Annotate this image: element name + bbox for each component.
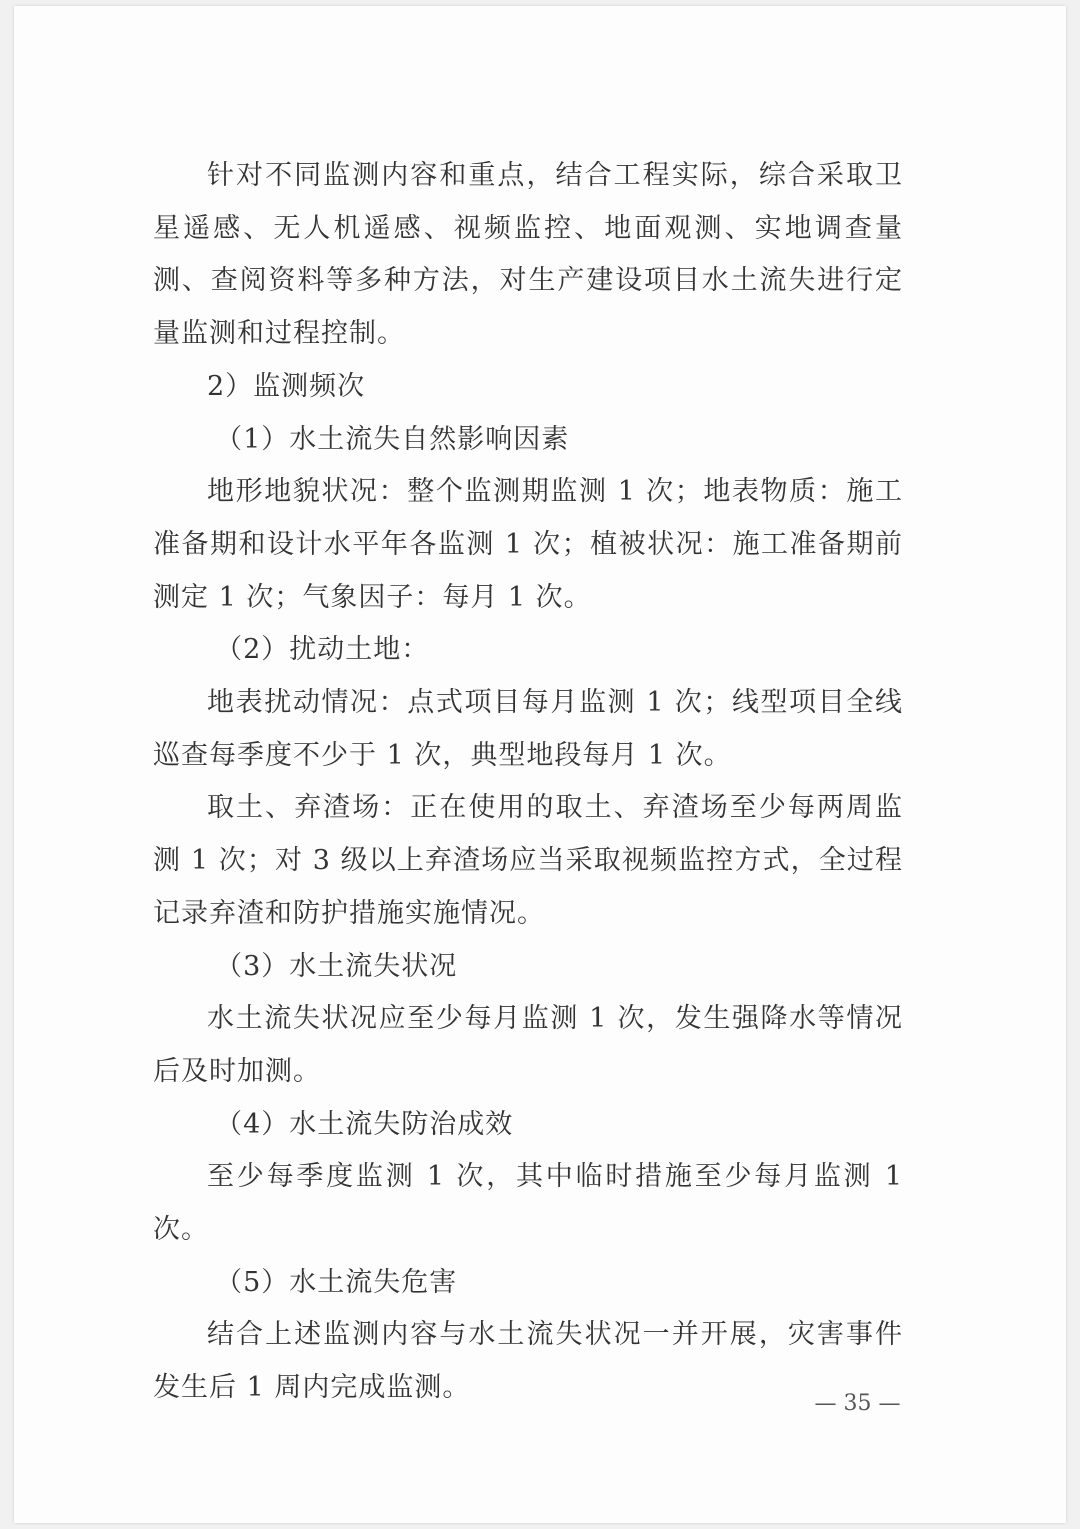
subheading-control-effect: （4）水土流失防治成效 — [215, 1108, 514, 1140]
paragraph-control-effect: 至少每季度监测 1 次，其中临时措施至少每月监测 1 次。 — [153, 1161, 903, 1246]
section-heading-frequency: 2）监测频次 — [207, 370, 366, 402]
paragraph-monitoring-methods: 针对不同监测内容和重点，结合工程实际，综合采取卫星遥感、无人机遥感、视频监控、地面观测、实地调查量测、查阅资料等多种方法，对生产建设项目水土流失进行定量监测和过程控制。 — [153, 160, 903, 350]
subheading-erosion-hazard: （5）水土流失危害 — [215, 1266, 458, 1298]
paragraph-natural-factors: 地形地貌状况：整个监测期监测 1 次；地表物质：施工准备期和设计水平年各监测 1 次；植被状况：施工准备期前测定 1 次；气象因子：每月 1 次。 — [153, 476, 903, 613]
page-number: — 35 — — [814, 1391, 901, 1416]
subheading-disturbed-land: （2）扰动土地： — [215, 634, 430, 666]
paragraph-erosion-status: 水土流失状况应至少每月监测 1 次，发生强降水等情况后及时加测。 — [153, 1003, 903, 1087]
paragraph-erosion-hazard: 结合上述监测内容与水土流失状况一并开展，灾害事件发生后 1 周内完成监测。 — [153, 1319, 903, 1404]
subheading-erosion-status: （3）水土流失状况 — [215, 950, 458, 982]
subheading-natural-factors: （1）水土流失自然影响因素 — [215, 423, 570, 455]
paragraph-surface-disturbance: 地表扰动情况：点式项目每月监测 1 次；线型项目全线巡查每季度不少于 1 次，典型地段每月 1 次。 — [153, 687, 903, 771]
document-body — [153, 150, 903, 1415]
paragraph-spoil-sites: 取土、弃渣场：正在使用的取土、弃渣场至少每两周监测 1 次；对 3 级以上弃渣场应当采取视频监控方式，全过程记录弃渣和防护措施实施情况。 — [153, 792, 903, 929]
